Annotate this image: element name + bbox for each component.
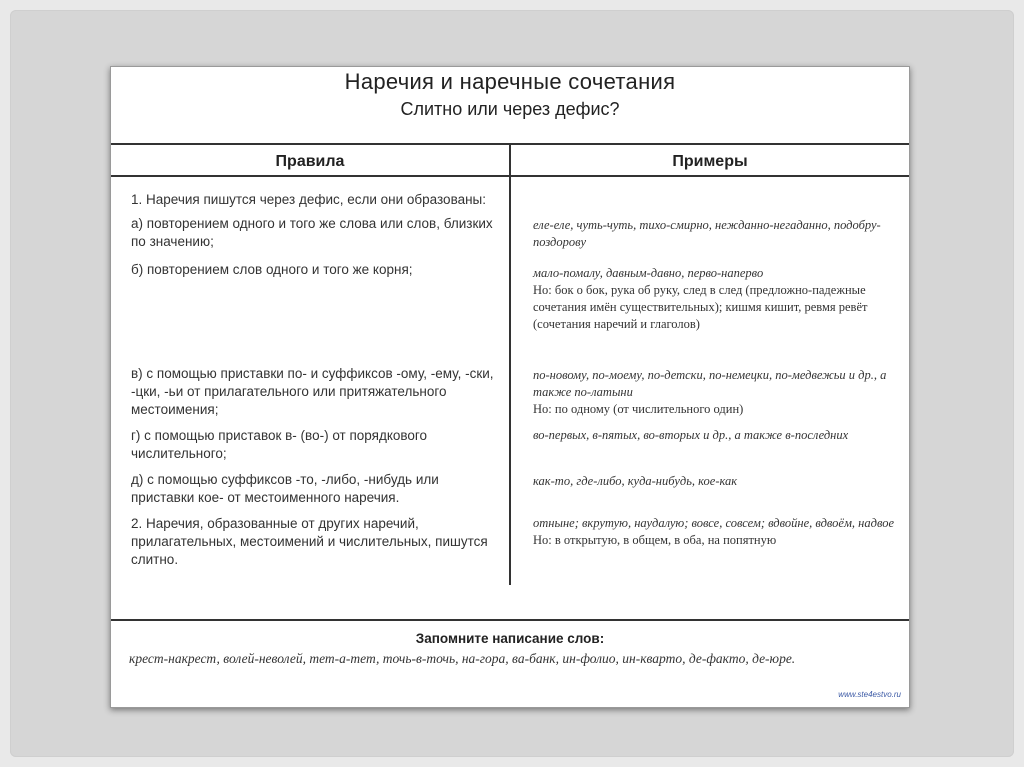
rule-text: в) с помощью приставки по- и суффиксов -ому, -ему, -ски, -цки, -ьи от прилагательного или притяжательного местоимения;	[131, 366, 494, 417]
table-row	[111, 251, 909, 359]
example-text: мало-помалу, давным-давно, перво-наперво	[533, 266, 764, 280]
table-row	[111, 507, 909, 585]
source-link[interactable]: www.ste4estvo.ru	[838, 690, 901, 699]
table-row	[111, 209, 909, 251]
document-sheet	[110, 66, 910, 708]
rule-text: б) повторением слов одного и того же корня;	[131, 262, 413, 277]
table-row	[111, 176, 909, 209]
rule-text: д) с помощью суффиксов -то, -либо, -нибудь или приставки кое- от местоименного наречия.	[131, 472, 439, 505]
page-title: Наречия и наречные сочетания	[344, 69, 676, 94]
example-text: отныне; вкрутую, наудалую; вовсе, совсем; вдвойне, вдвоём, надвое	[533, 516, 895, 530]
table-row	[111, 419, 909, 463]
rule-text: 2. Наречия, образованные от других наречий, прилагательных, местоимений и числительных, пишутся слитно.	[131, 516, 488, 567]
example-text: по-новому, по-моему, по-детски, по-немецки, по-медвежьи и др., а также по-латыни	[533, 368, 887, 399]
header-examples: Примеры	[510, 144, 909, 176]
rule-text: г) с помощью приставок в- (во-) от порядкового числительного;	[131, 428, 428, 461]
page-subtitle: Слитно или через дефис?	[400, 99, 620, 119]
rule-text: а) повторением одного и того же слова или слов, близких по значению;	[131, 216, 493, 249]
example-text: как-то, где-либо, куда-нибудь, кое-как	[533, 474, 738, 488]
remember-words: крест-накрест, волей-неволей, тет-а-тет, точь-в-точь, на-гора, ва-банк, ин-фолио, ин-кварто, де-факто, де-юре.	[129, 651, 796, 666]
example-text: во-первых, в-пятых, во-вторых и др., а также в-последних	[533, 428, 849, 442]
example-exception: Но: в открытую, в общем, в оба, на попятную	[533, 533, 777, 547]
rules-table	[111, 143, 909, 585]
remember-box	[111, 619, 909, 668]
example-exception: Но: бок о бок, рука об руку, след в след (предложно-падежные сочетания имён существительных); кишмя кишит, ревмя ревёт (сочетания наречий и глаголов)	[533, 283, 868, 331]
table-row	[111, 463, 909, 507]
example-exception: Но: по одному (от числительного один)	[533, 402, 744, 416]
header-rules: Правила	[111, 144, 510, 176]
remember-title: Запомните написание слов:	[415, 631, 605, 646]
table-header-row	[111, 144, 909, 176]
example-text: еле-еле, чуть-чуть, тихо-смирно, нежданно-негаданно, подобру-поздорову	[533, 218, 881, 249]
rule-text: 1. Наречия пишутся через дефис, если они образованы:	[131, 192, 487, 207]
table-row	[111, 359, 909, 419]
